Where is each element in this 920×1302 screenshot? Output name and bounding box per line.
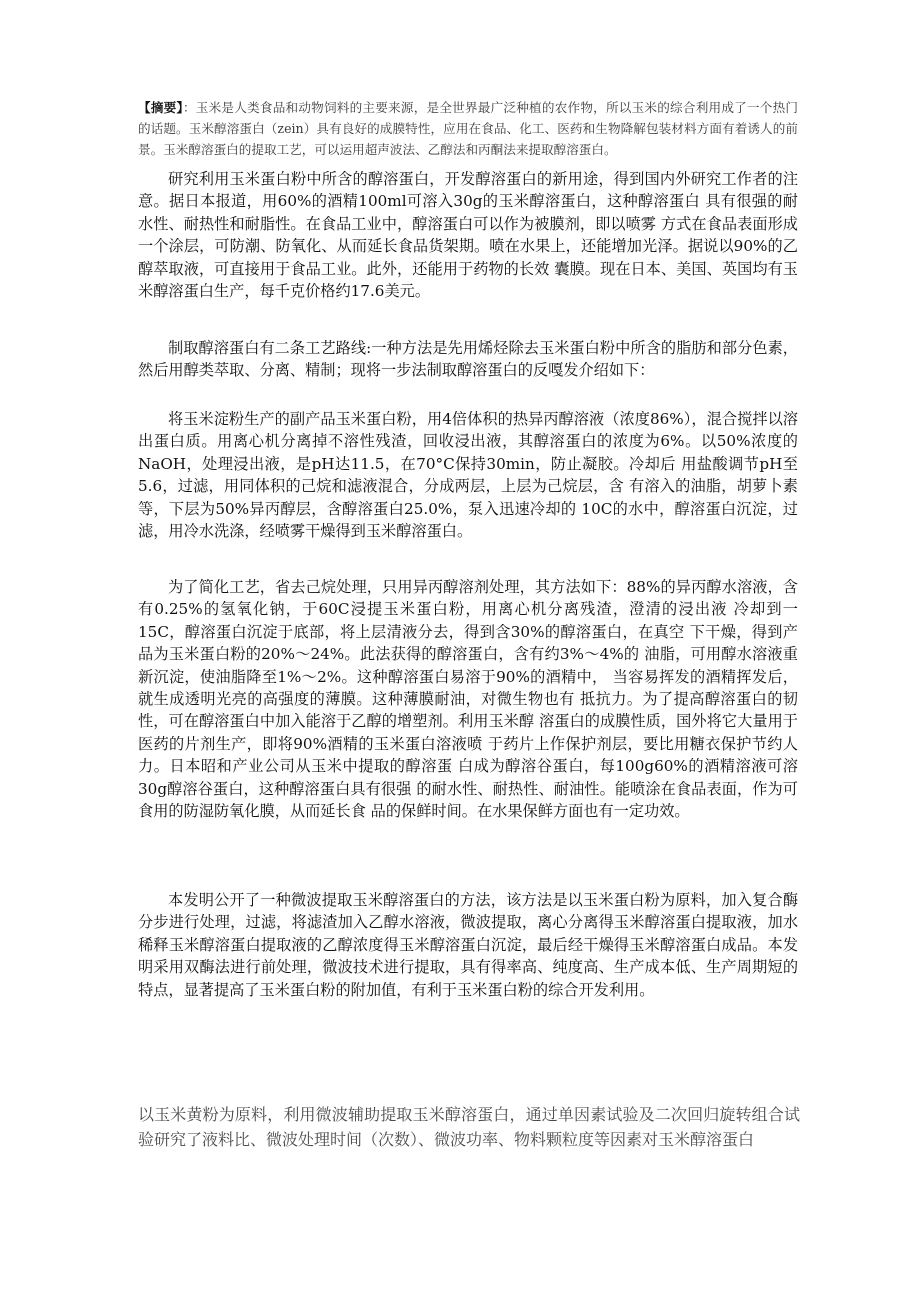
- paragraph-research: 研究利用玉米蛋白粉中所含的醇溶蛋白，开发醇溶蛋白的新用途，得到国内外研究工作者的注意。据日本报道，用60%的酒精100ml可溶入30g的玉米醇溶蛋白，这种醇溶蛋白 具有很强的耐水性、耐热性和耐脂性。在食品工业中，醇溶蛋白可以作为被膜剂，即以喷雾 方式在食品表面形成一个涂层，可防潮、防氧化、从而延长食品货架期。喷在水果上，还能增加光泽。据说以90%的乙醇萃取液，可直接用于食品工业。此外，还能用于药物的长效 囊膜。现在日本、美国、英国均有玉米醇溶蛋白生产，每千克价格约17.6美元。: [138, 170, 798, 301]
- paragraph-microwave-extraction: 以玉米黄粉为原料，利用微波辅助提取玉米醇溶蛋白，通过单因素试验及二次回归旋转组合试验研究了液料比、微波处理时间（次数）、微波功率、物料颗粒度等因素对玉米醇溶蛋白: [138, 1105, 800, 1149]
- abstract-block: [138, 97, 798, 160]
- paragraph-process-routes: 制取醇溶蛋白有二条工艺路线:一种方法是先用烯烃除去玉米蛋白粉中所含的脂肪和部分色素，然后用醇类萃取、分离、精制；现将一步法制取醇溶蛋白的反嘎发介绍如下：: [138, 339, 798, 380]
- paragraph-one-step-method: 将玉米淀粉生产的副产品玉米蛋白粉，用4倍体积的热异丙醇溶液（浓度86%），混合搅拌以溶出蛋白质。用离心机分离掉不溶性残渣，回收浸出液，其醇溶蛋白的浓度为6%。以50%浓度的NaOH，处理浸出液，是pH达11.5，在70°C保持30min，防止凝胶。冷却后 用盐酸调节pH至5.6，过滤，用同体积的己烷和滤液混合，分成两层，上层为己烷层，含 有溶入的油脂，胡萝卜素等，下层为50%异丙醇层，含醇溶蛋白25.0%，泵入迅速冷却的 10C的水中，醇溶蛋白沉淀，过滤，用冷水洗涤，经喷雾干燥得到玉米醇溶蛋白。: [138, 410, 798, 541]
- abstract-label: 【摘要】: [138, 100, 183, 115]
- abstract-text: ：玉米是人类食品和动物饲料的主要来源，是全世界最广泛种植的农作物，所以玉米的综合利用成了一个热门的话题。玉米醇溶蛋白（zein）具有良好的成膜特性，应用在食品、化工、医药和生物降解包装材料方面有着诱人的前景。玉米醇溶蛋白的提取工艺，可以运用超声波法、乙醇法和丙酮法来提取醇溶蛋白。: [138, 100, 799, 157]
- paragraph-invention: 本发明公开了一种微波提取玉米醇溶蛋白的方法，该方法是以玉米蛋白粉为原料，加入复合酶分步进行处理，过滤，将滤渣加入乙醇水溶液，微波提取，离心分离得玉米醇溶蛋白提取液，加水稀释玉米醇溶蛋白提取液的乙醇浓度得玉米醇溶蛋白沉淀，最后经干燥得玉米醇溶蛋白成品。本发明采用双酶法进行前处理，微波技术进行提取，具有得率高、纯度高、生产成本低、生产周期短的特点，显著提高了玉米蛋白粉的附加值，有利于玉米蛋白粉的综合开发利用。: [138, 891, 798, 999]
- paragraph-simplified-process: 为了简化工艺，省去己烷处理，只用异丙醇溶剂处理，其方法如下：88%的异丙醇水溶液，含有0.25%的氢氧化钠，于60C浸提玉米蛋白粉，用离心机分离残渣，澄清的浸出液 冷却到一15C，醇溶蛋白沉淀于底部，将上层清液分去，得到含30%的醇溶蛋白，在真空 下干燥，得到产品为玉米蛋白粉的20%〜24%。此法获得的醇溶蛋白，含有约3%〜4%的 油脂，可用醇水溶液重新沉淀，使油脂降至1%〜2%。这种醇溶蛋白易溶于90%的酒精中， 当容易挥发的酒精挥发后，就生成透明光亮的高强度的薄膜。这种薄膜耐油，对微生物也有 抵抗力。为了提高醇溶蛋白的韧性，可在醇溶蛋白中加入能溶于乙醇的增塑剂。利用玉米醇 溶蛋白的成膜性质，国外将它大量用于医药的片剂生产，即将90%酒精的玉米蛋白溶液喷 于药片上作保护剂层，要比用糖衣保护节约人力。日本昭和产业公司从玉米中提取的醇溶蛋 白成为醇溶谷蛋白，每100g60%的酒精溶液可溶30g醇溶谷蛋白，这种醇溶蛋白具有很强 的耐水性、耐热性、耐油性。能喷涂在食品表面，作为可食用的防湿防氧化膜，从而延长食 品的保鲜时间。在水果保鲜方面也有一定功效。: [138, 578, 798, 821]
